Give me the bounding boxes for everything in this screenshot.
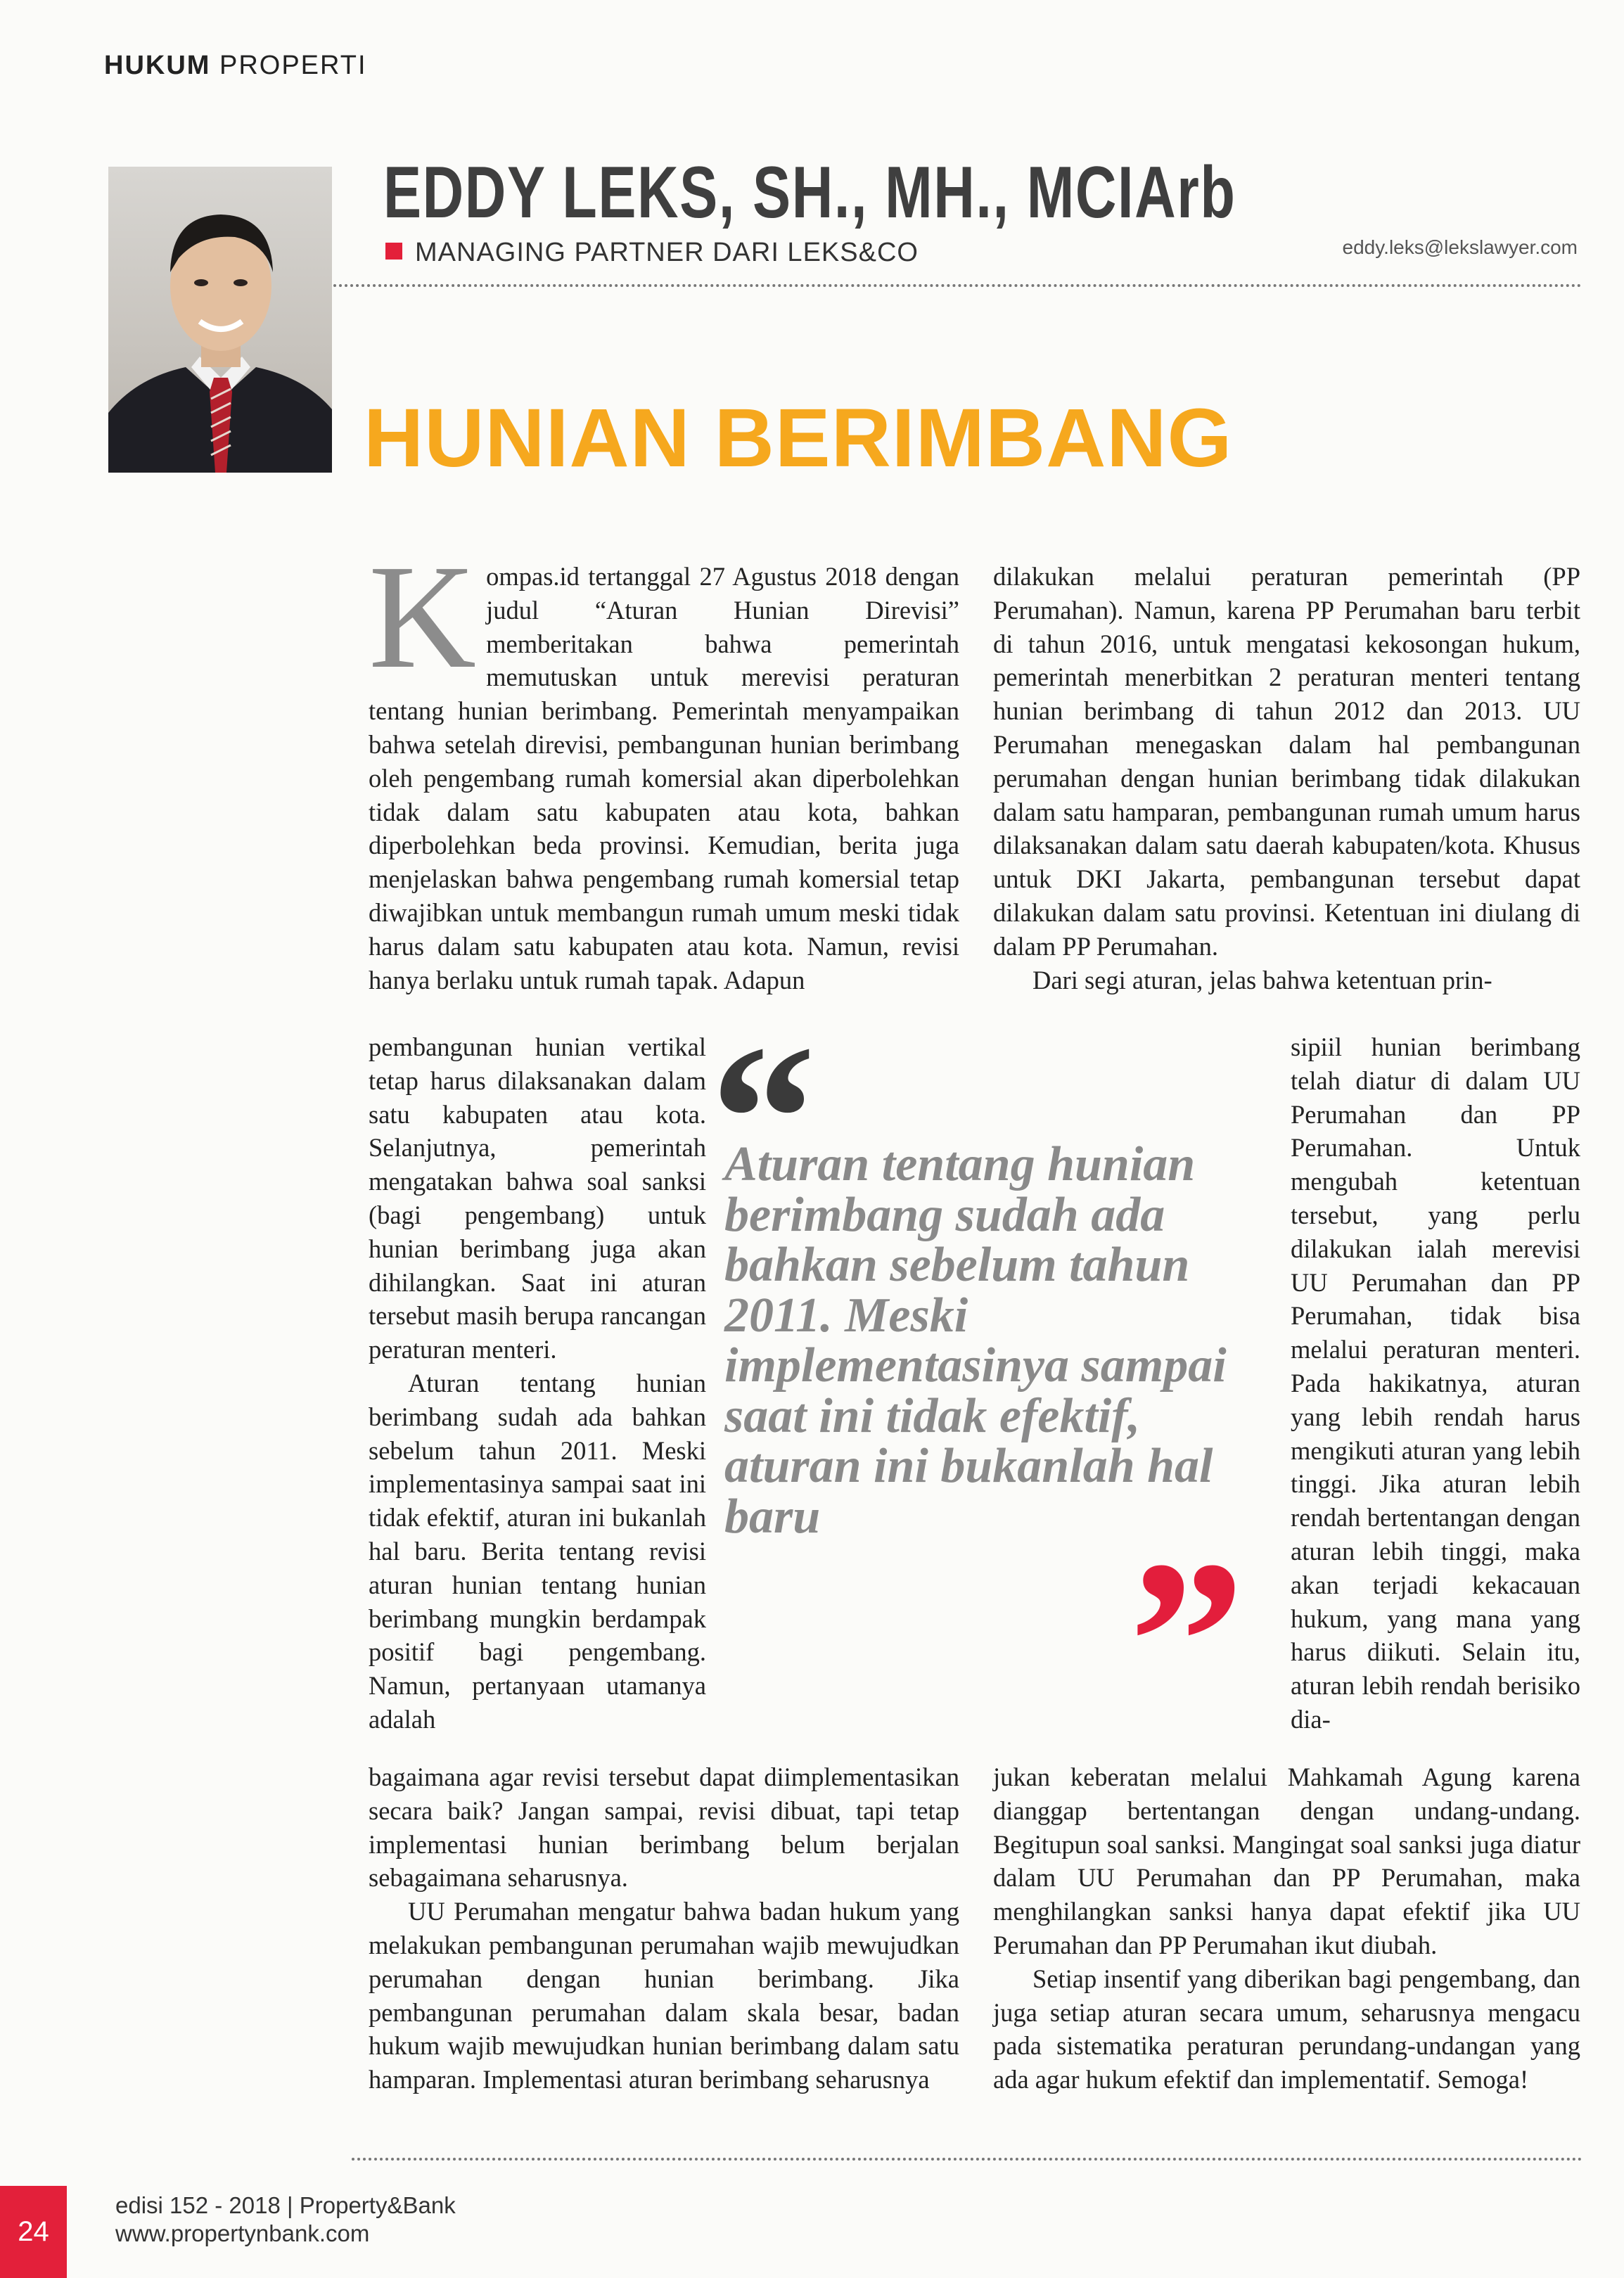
author-portrait-illustration	[108, 167, 332, 473]
author-photo	[108, 167, 332, 473]
paragraph: ompas.id tertanggal 27 Agustus 2018 dengan judul “Aturan Hunian Direvisi” memberitakan bahwa pemerintah memutuskan untuk merevisi peraturan tentang hunian berimbang. Pemerintah menyampaikan bahwa setelah direvisi, pembangunan hunian berimbang oleh pengembang rumah komersial akan diperbolehkan tidak dalam satu kabupaten atau kota, bahkan diperbolehkan beda provinsi. Kemudian, berita juga menjelaskan bahwa pengembang rumah komersial tetap diwajibkan untuk membangun rumah umum meski tidak harus dalam satu kabupaten atau kota. Namun, revisi hanya berlaku untuk rumah tapak. Adapun	[369, 562, 959, 994]
drop-cap: K	[369, 534, 477, 699]
paragraph: Setiap insentif yang diberikan bagi pengembang, dan juga setiap aturan secara umum, seharusnya mengacu pada sistematika peraturan perundang-undangan yang ada agar hukum efektif dan implementatif. Semoga!	[993, 1964, 1580, 2094]
author-role-text: MANAGING PARTNER DARI LEKS&CO	[415, 238, 919, 267]
paragraph: bagaimana agar revisi tersebut dapat diimplementasikan secara baik? Jangan sampai, revisi dibuat, tapi tetap implementasi hunian berimbang belum berjalan sebagaimana seharusnya.	[369, 1762, 959, 1893]
footer-website[interactable]: www.propertynbank.com	[115, 2220, 370, 2246]
pull-quote: Aturan tentang hunian berimbang sudah ada bahkan sebelum tahun 2011. Meski implementasinya sampai saat ini tidak efektif, aturan ini bukanlah hal baru	[724, 1137, 1227, 1544]
red-square-icon	[385, 243, 402, 260]
footer-edition: edisi 152 - 2018 | Property&Bank	[115, 2192, 456, 2218]
column-right-narrow	[1291, 1030, 1580, 1736]
section-label	[104, 51, 367, 81]
paragraph: Dari segi aturan, jelas bahwa ketentuan prin-	[1032, 965, 1492, 994]
author-email: eddy.leks@lekslawyer.com	[1342, 236, 1578, 258]
column-left-bottom	[369, 1760, 959, 2097]
paragraph: pembangunan hunian vertikal tetap harus dilaksanakan dalam satu kabupaten atau kota. Selanjutnya, pemerintah mengatakan bahwa soal sanksi (bagi pengembang) untuk hunian berimbang juga akan dihilangkan. Saat ini aturan tersebut masih berupa rancangan peraturan menteri.	[369, 1032, 706, 1364]
column-right-bottom	[993, 1760, 1580, 2097]
paragraph: dilakukan melalui peraturan pemerintah (PP Perumahan). Namun, karena PP Perumahan baru terbit di tahun 2016, untuk mengatasi kekosongan hukum, pemerintah menerbitkan 2 peraturan menteri tentang hunian berimbang di tahun 2012 dan 2013. UU Perumahan menegaskan dalam hal pembangunan perumahan dengan hunian berimbang tidak dilakukan dalam satu hamparan, pembangunan rumah umum harus dilaksanakan dalam satu daerah kabupaten/kota. Khusus untuk DKI Jakarta, pembangunan tersebut dapat dilakukan dalam satu provinsi. Ketentuan ini diulang di dalam PP Perumahan.	[993, 562, 1580, 961]
footer-info	[115, 2191, 456, 2248]
author-name: EDDY LEKS, SH., MH., MCIArb	[383, 152, 1236, 233]
section-label-bold: HUKUM	[104, 51, 211, 80]
paragraph: sipiil hunian berimbang telah diatur di dalam UU Perumahan dan PP Perumahan. Untuk mengubah ketentuan tersebut, yang perlu dilakukan ialah merevisi UU Perumahan dan PP Perumahan, tidak bisa melalui peraturan menteri. Pada hakikatnya, aturan yang lebih rendah harus mengikuti aturan yang lebih tinggi. Jika aturan lebih rendah bertentangan dengan aturan lebih tinggi, maka akan terjadi kekacauan hukum, yang mana yang harus diikuti. Selain itu, aturan lebih rendah berisiko dia-	[1291, 1032, 1580, 1734]
column-left-narrow	[369, 1030, 706, 1736]
paragraph: jukan keberatan melalui Mahkamah Agung karena dianggap bertentangan dengan undang-undang. Begitupun soal sanksi. Mangingat soal sanksi juga diatur dalam UU Perumahan dan PP Perumahan, maka menghilangkan sanksi hanya dapat efektif jika UU Perumahan dan PP Perumahan ikut diubah.	[993, 1762, 1580, 1959]
column-left-top	[369, 534, 959, 997]
column-right-top	[993, 560, 1580, 997]
quote-close-mark: ”	[1129, 1514, 1245, 1770]
author-role	[385, 238, 919, 268]
quote-open-mark: “	[710, 1002, 816, 1235]
paragraph: Aturan tentang hunian berimbang sudah ada bahkan sebelum tahun 2011. Meski implementasinya sampai saat ini tidak efektif, aturan ini bukanlah hal baru. Berita tentang revisi aturan hunian tentang hunian berimbang mungkin berdampak positif bagi pengembang. Namun, pertanyaan utamanya adalah	[369, 1368, 706, 1734]
paragraph: UU Perumahan mengatur bahwa badan hukum yang melakukan pembangunan perumahan wajib mewujudkan perumahan dengan hunian berimbang. Jika pembangunan perumahan dalam skala besar, badan hukum wajib mewujudkan hunian berimbang dalam satu hamparan. Implementasi aturan berimbang seharusnya	[369, 1897, 959, 2094]
header-divider	[333, 284, 1582, 287]
footer-divider	[352, 2158, 1583, 2161]
section-label-rest: PROPERTI	[210, 51, 367, 80]
article-title: HUNIAN BERIMBANG	[364, 392, 1233, 485]
page-number: 24	[0, 2186, 67, 2278]
